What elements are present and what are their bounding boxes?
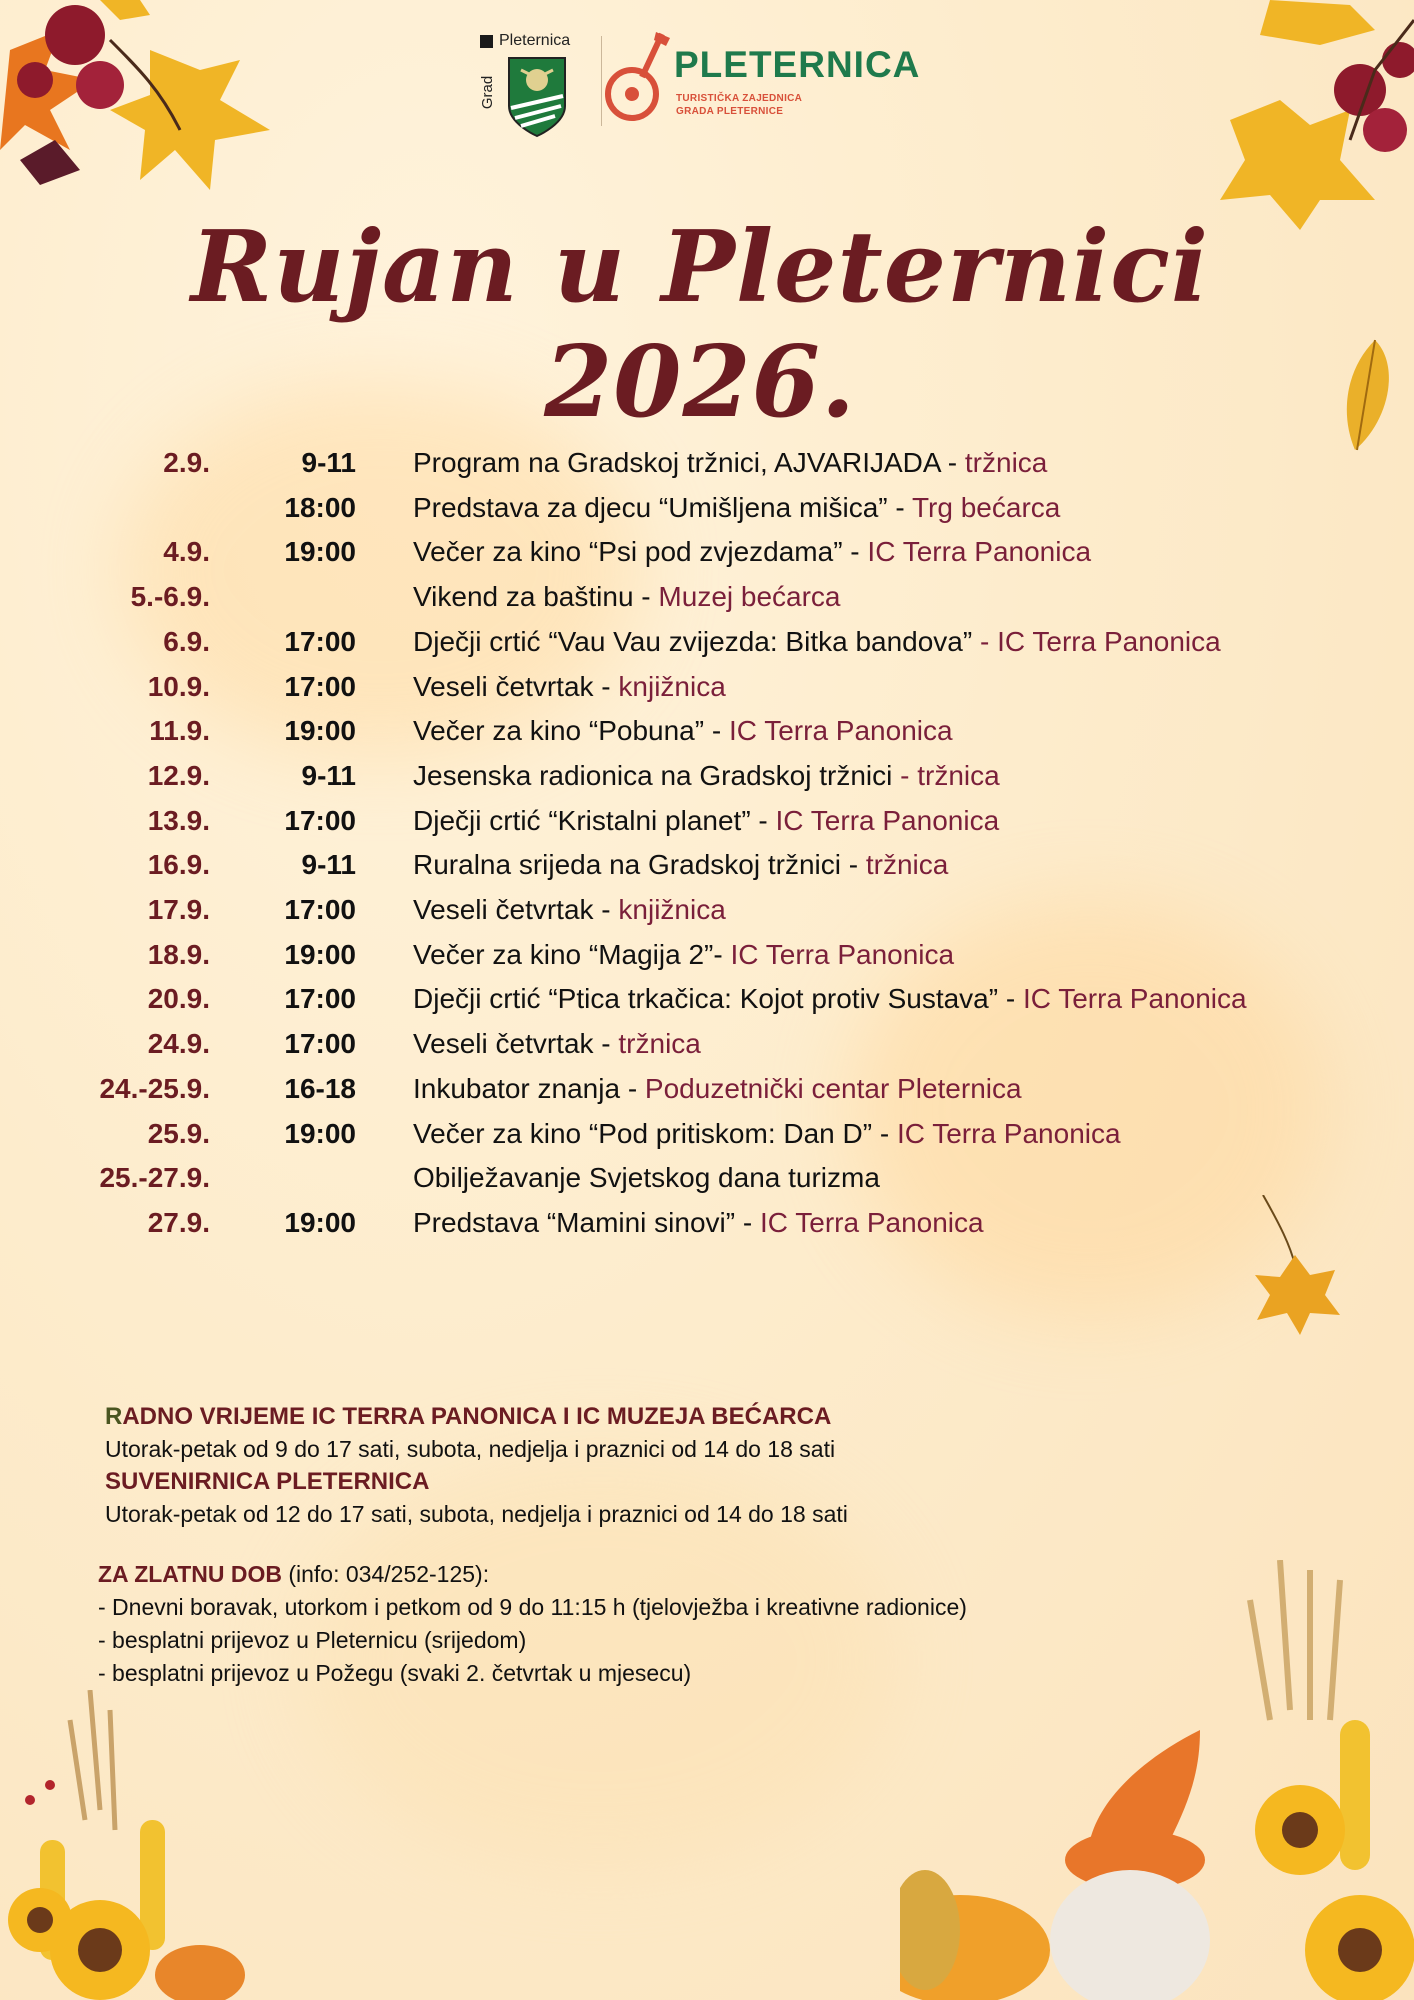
event-location: Poduzetnički centar Pleternica <box>644 1072 1022 1104</box>
event-title: Vikend za baštinu - <box>413 581 659 613</box>
harvest-decoration-left <box>0 1690 260 2000</box>
event-time: 17:00 <box>284 804 356 836</box>
event-description <box>413 492 1060 524</box>
event-location: IC Terra Panonica <box>728 715 953 747</box>
golden-age-contact: (info: 034/252-125): <box>281 1561 490 1587</box>
event-title: Obilježavanje Svjetskog dana turizma <box>413 1162 880 1194</box>
event-title: Večer za kino “Psi pod zvjezdama” - <box>413 536 868 568</box>
event-time: 9-11 <box>301 759 356 791</box>
event-description <box>413 1162 880 1194</box>
ic-hours-heading-rest: ADNO VRIJEME IC TERRA PANONICA I IC MUZEJA BEĆARCA <box>122 1403 832 1430</box>
event-time: 19:00 <box>284 938 356 970</box>
opening-hours-section <box>105 1400 1205 1530</box>
event-description <box>413 671 726 703</box>
event-location: tržnica <box>964 447 1048 478</box>
schedule-row <box>0 1162 1414 1207</box>
event-description <box>413 1073 1022 1105</box>
logo-divider <box>601 36 602 126</box>
tourist-board-subtitle-line2: GRADA PLETERNICE <box>676 106 784 117</box>
event-location: Muzej bećarca <box>658 581 841 613</box>
golden-age-heading-line <box>98 1558 1198 1591</box>
event-title: Dječji crtić “Ptica trkačica: Kojot protiv Sustava” - <box>413 983 1023 1015</box>
event-location: IC Terra Panonica <box>896 1117 1121 1149</box>
event-date: 13.9. <box>147 804 210 836</box>
event-description <box>413 1028 701 1060</box>
event-date: 17.9. <box>147 894 210 925</box>
golden-age-section <box>98 1558 1198 1690</box>
schedule-row <box>0 760 1414 805</box>
schedule-row <box>0 671 1414 716</box>
event-time: 17:00 <box>284 894 356 925</box>
event-location: IC Terra Panonica <box>1022 983 1247 1015</box>
event-date: 24.-25.9. <box>99 1072 210 1104</box>
event-time: 9-11 <box>301 447 356 478</box>
event-time: 19:00 <box>284 1206 356 1238</box>
event-time: 19:00 <box>284 536 356 568</box>
event-date: 12.9. <box>147 759 210 791</box>
logo-square-icon <box>480 35 493 48</box>
event-description <box>413 715 953 747</box>
event-title: Veseli četvrtak - <box>413 1028 619 1060</box>
schedule-row <box>0 1118 1414 1163</box>
event-description <box>413 536 1091 568</box>
event-date: 27.9. <box>147 1206 210 1238</box>
event-date: 16.9. <box>147 849 210 881</box>
tourist-board-brand: PLETERNICA <box>674 44 921 85</box>
event-time: 16-18 <box>284 1072 356 1104</box>
golden-age-item: - Dnevni boravak, utorkom i petkom od 9 do 11:15 h (tjelovježba i kreativne radionice) <box>98 1594 967 1620</box>
event-description <box>413 626 1221 658</box>
event-date: 24.9. <box>147 1028 210 1060</box>
event-title: Program na Gradskoj tržnici, AJVARIJADA - <box>413 447 965 478</box>
event-time: 17:00 <box>284 670 356 702</box>
event-location: IC Terra Panonica <box>775 804 1000 836</box>
event-description <box>413 805 999 837</box>
event-description <box>413 1207 984 1239</box>
schedule-row <box>0 715 1414 760</box>
event-location: tržnica <box>865 849 949 881</box>
schedule-row <box>0 939 1414 984</box>
event-description <box>413 983 1247 1015</box>
event-date: 6.9. <box>163 625 210 657</box>
city-logo-vertical-text: Grad <box>479 75 497 110</box>
event-date: 20.9. <box>147 983 210 1015</box>
event-time: 19:00 <box>284 1117 356 1149</box>
shield-icon <box>507 56 567 138</box>
event-description <box>413 447 1047 479</box>
event-description <box>413 760 1000 792</box>
event-date: 2.9. <box>163 447 210 478</box>
event-location: - tržnica <box>900 759 1000 791</box>
event-title: Večer za kino “Magija 2”- <box>413 938 731 970</box>
schedule-row <box>0 626 1414 671</box>
schedule-row <box>0 894 1414 939</box>
event-time: 9-11 <box>301 849 356 881</box>
ic-hours-heading <box>105 1400 1205 1433</box>
event-title: Veseli četvrtak - <box>413 894 619 925</box>
event-location: Trg bećarca <box>911 491 1061 523</box>
event-date: 5.-6.9. <box>130 581 210 613</box>
event-date: 11.9. <box>149 715 210 747</box>
schedule-row <box>0 1028 1414 1073</box>
golden-age-heading: ZA ZLATNU DOB <box>98 1561 282 1587</box>
schedule-row <box>0 581 1414 626</box>
schedule-row <box>0 492 1414 537</box>
event-title: Predstava “Mamini sinovi” - <box>413 1206 760 1238</box>
event-time: 19:00 <box>284 715 356 747</box>
falling-leaf-icon <box>1335 335 1395 465</box>
event-date: 25.9. <box>147 1117 210 1149</box>
autumn-leaves-top-left <box>0 0 300 200</box>
tourist-board-logo <box>604 32 934 132</box>
event-date: 18.9. <box>147 938 210 970</box>
event-description <box>413 849 948 881</box>
event-location: knjižnica <box>618 894 726 925</box>
ic-hours-text: Utorak-petak od 9 do 17 sati, subota, nedjelja i praznici od 14 do 18 sati <box>105 1436 836 1462</box>
golden-age-item: - besplatni prijevoz u Pleternicu (srijedom) <box>98 1627 527 1653</box>
event-location: IC Terra Panonica <box>730 938 955 970</box>
event-title: Predstava za djecu “Umišljena mišica” - <box>413 491 912 523</box>
city-logo-name: Pleternica <box>499 32 571 49</box>
event-title: Dječji crtić “Kristalni planet” - <box>413 804 776 836</box>
event-description <box>413 581 841 613</box>
event-title: Jesenska radionica na Gradskoj tržnici <box>413 759 901 791</box>
event-location: tržnica <box>618 1028 701 1060</box>
city-coat-of-arms-logo <box>479 32 571 142</box>
event-title: Veseli četvrtak - <box>413 670 619 702</box>
souvenir-shop-hours: Utorak-petak od 12 do 17 sati, subota, nedjelja i praznici od 14 do 18 sati <box>105 1501 848 1527</box>
event-title: Večer za kino “Pod pritiskom: Dan D” - <box>413 1117 897 1149</box>
event-title: Inkubator znanja - <box>413 1072 645 1104</box>
schedule-row <box>0 849 1414 894</box>
souvenir-shop-heading: SUVENIRNICA PLETERNICA <box>105 1468 430 1495</box>
tamburica-guitar-icon <box>604 32 674 127</box>
schedule-row <box>0 805 1414 850</box>
schedule-row <box>0 447 1414 492</box>
schedule-row <box>0 1073 1414 1118</box>
schedule-row <box>0 536 1414 581</box>
event-title: Dječji crtić “Vau Vau zvijezda: Bitka bandova” <box>413 625 980 657</box>
event-description <box>413 939 954 971</box>
event-time: 17:00 <box>284 1028 356 1060</box>
event-date: 4.9. <box>163 536 210 568</box>
event-title: Večer za kino “Pobuna” - <box>413 715 729 747</box>
schedule-row <box>0 1207 1414 1252</box>
event-title: Ruralna srijeda na Gradskoj tržnici - <box>413 849 866 881</box>
autumn-leaves-top-right <box>1200 0 1414 230</box>
event-location: IC Terra Panonica <box>759 1206 984 1238</box>
event-date: 10.9. <box>147 670 210 702</box>
event-location: - IC Terra Panonica <box>980 625 1221 657</box>
event-time: 17:00 <box>284 983 356 1015</box>
golden-age-item: - besplatni prijevoz u Požegu (svaki 2. četvrtak u mjesecu) <box>98 1660 692 1686</box>
schedule-row <box>0 983 1414 1028</box>
event-date: 25.-27.9. <box>99 1162 210 1194</box>
page-title: Rujan u Pleternici 2026. <box>190 210 1210 440</box>
event-location: knjižnica <box>618 670 726 702</box>
ic-hours-heading-initial: R <box>105 1403 123 1430</box>
event-time: 18:00 <box>284 491 356 523</box>
tourist-board-subtitle-line1: TURISTIČKA ZAJEDNICA <box>676 93 803 104</box>
tourist-board-subtitle <box>676 92 802 118</box>
event-description <box>413 894 726 926</box>
event-location: IC Terra Panonica <box>867 536 1092 568</box>
event-time: 17:00 <box>284 625 356 657</box>
event-description <box>413 1118 1121 1150</box>
